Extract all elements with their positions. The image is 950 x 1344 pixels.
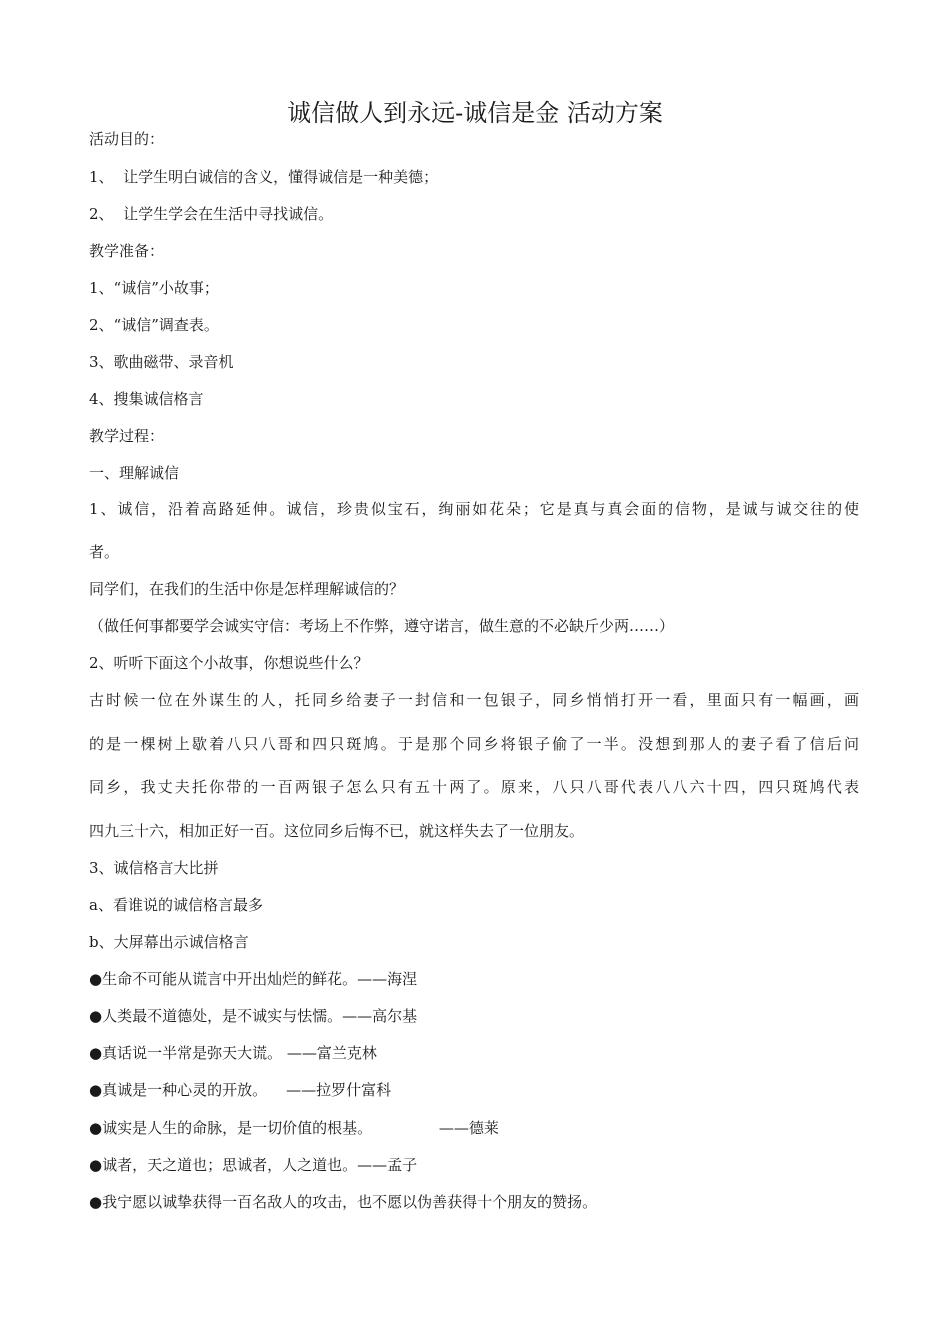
purpose-item-1: 1、 让学生明白诚信的含义，懂得诚信是一种美德； <box>89 168 439 186</box>
motto-item: ●诚实是人生的命脉，是一切价值的根基。 ——德莱 <box>89 1119 499 1137</box>
paragraph-line: 者。 <box>89 543 120 561</box>
section-heading-purpose: 活动目的： <box>89 130 165 148</box>
motto-item: ●人类最不道德处，是不诚实与怯懦。——高尔基 <box>89 1007 418 1025</box>
section-heading-preparation: 教学准备： <box>89 242 165 260</box>
answer-note: （做任何事都要学会诚实守信：考场上不作弊，遵守诺言，做生意的不必缺斤少两……） <box>89 617 675 635</box>
story-line: 的是一棵树上歇着八只八哥和四只斑鸠。于是那个同乡将银子偷了一半。没想到那人的妻子看了信后问 <box>89 735 859 753</box>
question-line: 同学们，在我们的生活中你是怎样理解诚信的？ <box>89 580 405 598</box>
story-line: 古时候一位在外谋生的人，托同乡给妻子一封信和一包银子，同乡悄悄打开一看，里面只有一幅画，画 <box>89 691 859 709</box>
motto-item: ●真诚是一种心灵的开放。 ——拉罗什富科 <box>89 1081 392 1099</box>
activity-item-b: b、大屏幕出示诚信格言 <box>89 933 249 951</box>
process-step-3-heading: 3、诚信格言大比拼 <box>89 859 219 877</box>
story-line: 四九三十六，相加正好一百。这位同乡后悔不已，就这样失去了一位朋友。 <box>89 822 585 840</box>
motto-item: ●诚者，天之道也；思诚者，人之道也。——孟子 <box>89 1156 418 1174</box>
preparation-item-4: 4、搜集诚信格言 <box>89 390 204 408</box>
paragraph-line: 1、诚信，沿着高路延伸。诚信，珍贵似宝石，绚丽如花朵；它是真与真会面的信物，是诚与诚交往的使 <box>89 500 859 518</box>
document-title: 诚信做人到永远-诚信是金 活动方案 <box>287 99 663 127</box>
process-step-1-heading: 一、理解诚信 <box>89 464 180 482</box>
motto-item: ●真话说一半常是弥天大谎。 ——富兰克林 <box>89 1044 377 1062</box>
motto-item: ●生命不可能从谎言中开出灿烂的鲜花。——海涅 <box>89 970 418 988</box>
preparation-item-1: 1、“诚信”小故事； <box>89 279 219 297</box>
process-step-2-heading: 2、听听下面这个小故事，你想说些什么？ <box>89 654 369 672</box>
section-heading-process: 教学过程： <box>89 427 165 445</box>
purpose-item-2: 2、 让学生学会在生活中寻找诚信。 <box>89 205 334 223</box>
story-line: 同乡，我丈夫托你带的一百两银子怎么只有五十两了。原来，八只八哥代表八八六十四，四只斑鸠代表 <box>89 778 859 796</box>
preparation-item-3: 3、歌曲磁带、录音机 <box>89 353 234 371</box>
motto-item: ●我宁愿以诚挚获得一百名敌人的攻击，也不愿以伪善获得十个朋友的赞扬。 <box>89 1193 598 1211</box>
activity-item-a: a、看谁说的诚信格言最多 <box>89 896 263 914</box>
preparation-item-2: 2、“诚信”调查表。 <box>89 316 219 334</box>
